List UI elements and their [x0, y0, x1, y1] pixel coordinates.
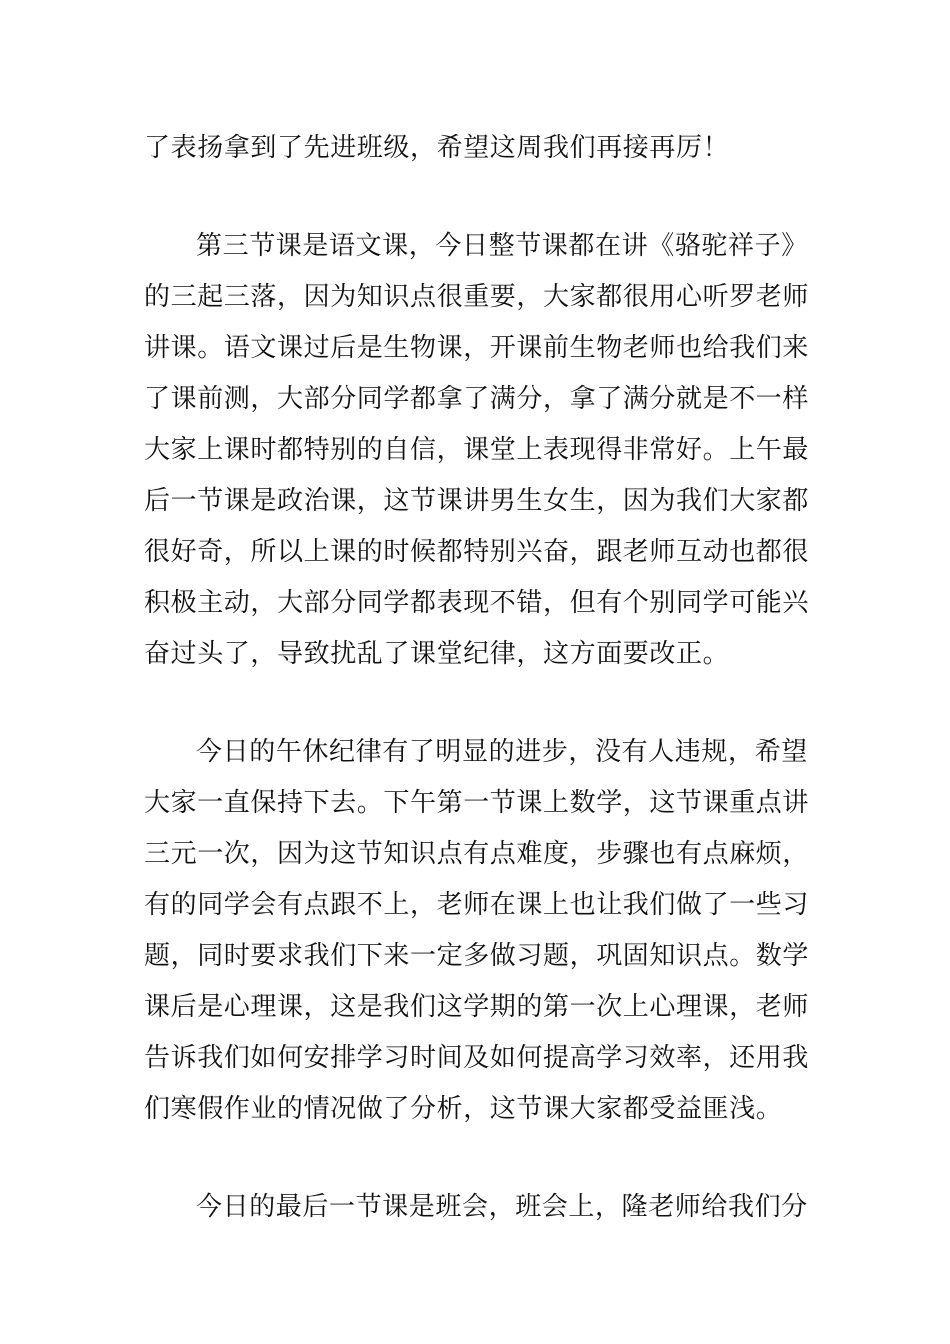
- paragraph-line: 课后是心理课，这是我们这学期的第一次上心理课，老师: [144, 992, 810, 1022]
- paragraph-line: 告诉我们如何安排学习时间及如何提高学习效率，还用我: [144, 1043, 810, 1073]
- paragraph-line: 有的同学会有点跟不上，老师在课上也让我们做了一些习: [144, 890, 810, 920]
- paragraph-line: 大家一直保持下去。下午第一节课上数学，这节课重点讲: [144, 788, 810, 818]
- paragraph-line: 三元一次，因为这节知识点有点难度，步骤也有点麻烦，: [144, 839, 810, 869]
- paragraph-line: 讲课。语文课过后是生物课，开课前生物老师也给我们来: [144, 333, 810, 363]
- paragraph-line: 今日的午休纪律有了明显的进步，没有人违规，希望: [196, 737, 808, 767]
- paragraph-line: 很好奇，所以上课的时候都特别兴奋，跟老师互动也都很: [144, 537, 810, 567]
- paragraph-line: 们寒假作业的情况做了分析，这节课大家都受益匪浅。: [144, 1094, 783, 1124]
- paragraph-line: 后一节课是政治课，这节课讲男生女生，因为我们大家都: [144, 486, 810, 516]
- paragraph-line: 第三节课是语文课，今日整节课都在讲《骆驼祥子》: [196, 231, 808, 261]
- paragraph-line: 大家上课时都特别的自信，课堂上表现得非常好。上午最: [144, 435, 810, 465]
- paragraph-line: 今日的最后一节课是班会，班会上，隆老师给我们分: [196, 1192, 808, 1222]
- paragraph-line: 积极主动，大部分同学都表现不错，但有个别同学可能兴: [144, 588, 810, 618]
- paragraph-line: 题，同时要求我们下来一定多做习题，巩固知识点。数学: [144, 941, 810, 971]
- paragraph-line: 奋过头了，导致扰乱了课堂纪律，这方面要改正。: [144, 639, 730, 669]
- paragraph-line: 了表扬拿到了先进班级，希望这周我们再接再厉！: [144, 133, 730, 163]
- paragraph-line: 的三起三落，因为知识点很重要，大家都很用心听罗老师: [144, 282, 810, 312]
- paragraph-line: 了课前测，大部分同学都拿了满分，拿了满分就是不一样: [144, 384, 810, 414]
